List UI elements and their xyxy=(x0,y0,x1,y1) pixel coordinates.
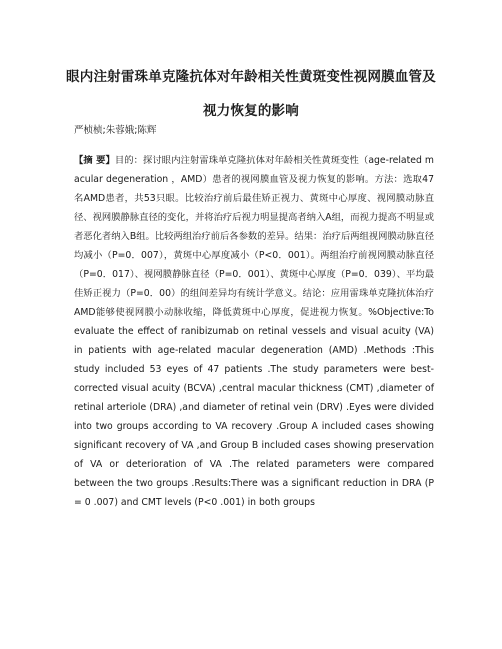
paper-authors: 严桢桢;朱蓉娥;陈辉 xyxy=(74,125,157,136)
abstract-label: 【摘 要】 xyxy=(74,155,115,166)
abstract-english-text: %Objective:To evaluate the effect of ranibizumab on retinal vessels and visual acuity (VA) in patients with age-related macular degeneration (AMD) .Methods :This study included 53 eyes of 47 patients .The study parameters were best-corrected visual acuity (BCVA) ,central macular thickness (CMT) ,diameter of retinal arteriole (DRA) ,and diameter of retinal vein (DRV) .Eyes were divided into two groups according to VA recovery .Group A included cases showing significant recovery of VA ,and Group B included cases showing preservation of VA or deterioration of VA .The related parameters were compared between the two groups .Results:There was a significant reduction in DRA (P = 0 .007) and CMT levels (P<0 .001) in both groups xyxy=(74,307,434,508)
paper-title: 眼内注射雷珠单克隆抗体对年龄相关性黄斑变性视网膜血管及视力恢复的影响 xyxy=(66,69,436,119)
abstract-body xyxy=(74,151,434,512)
abstract-chinese-text: 目的：探讨眼内注射雷珠单克隆抗体对年龄相关性黄斑变性（age-related macular degeneration ，AMD）患者的视网膜血管及视力恢复的影响。方法：选取47名AMD患者，共53只眼。比较治疗前后最佳矫正视力、黄斑中心厚度、视网膜动脉直径、视网膜静脉直径的变化，并将治疗后视力明显提高者纳入A组，而视力提高不明显或者恶化者纳入B组。比较两组治疗前后各参数的差异。结果：治疗后两组视网膜动脉直径均减小（P=0．007），黄斑中心厚度减小（P<0．001）。两组治疗前视网膜动脉直径（P=0．017）、视网膜静脉直径（P=0．001）、黄斑中心厚度（P=0．039）、平均最佳矫正视力（P=0．00）的组间差异均有统计学意义。结论：应用雷珠单克隆抗体治疗AMD能够使视网膜小动脉收缩，降低黄斑中心厚度，促进视力恢复。 xyxy=(74,155,434,318)
